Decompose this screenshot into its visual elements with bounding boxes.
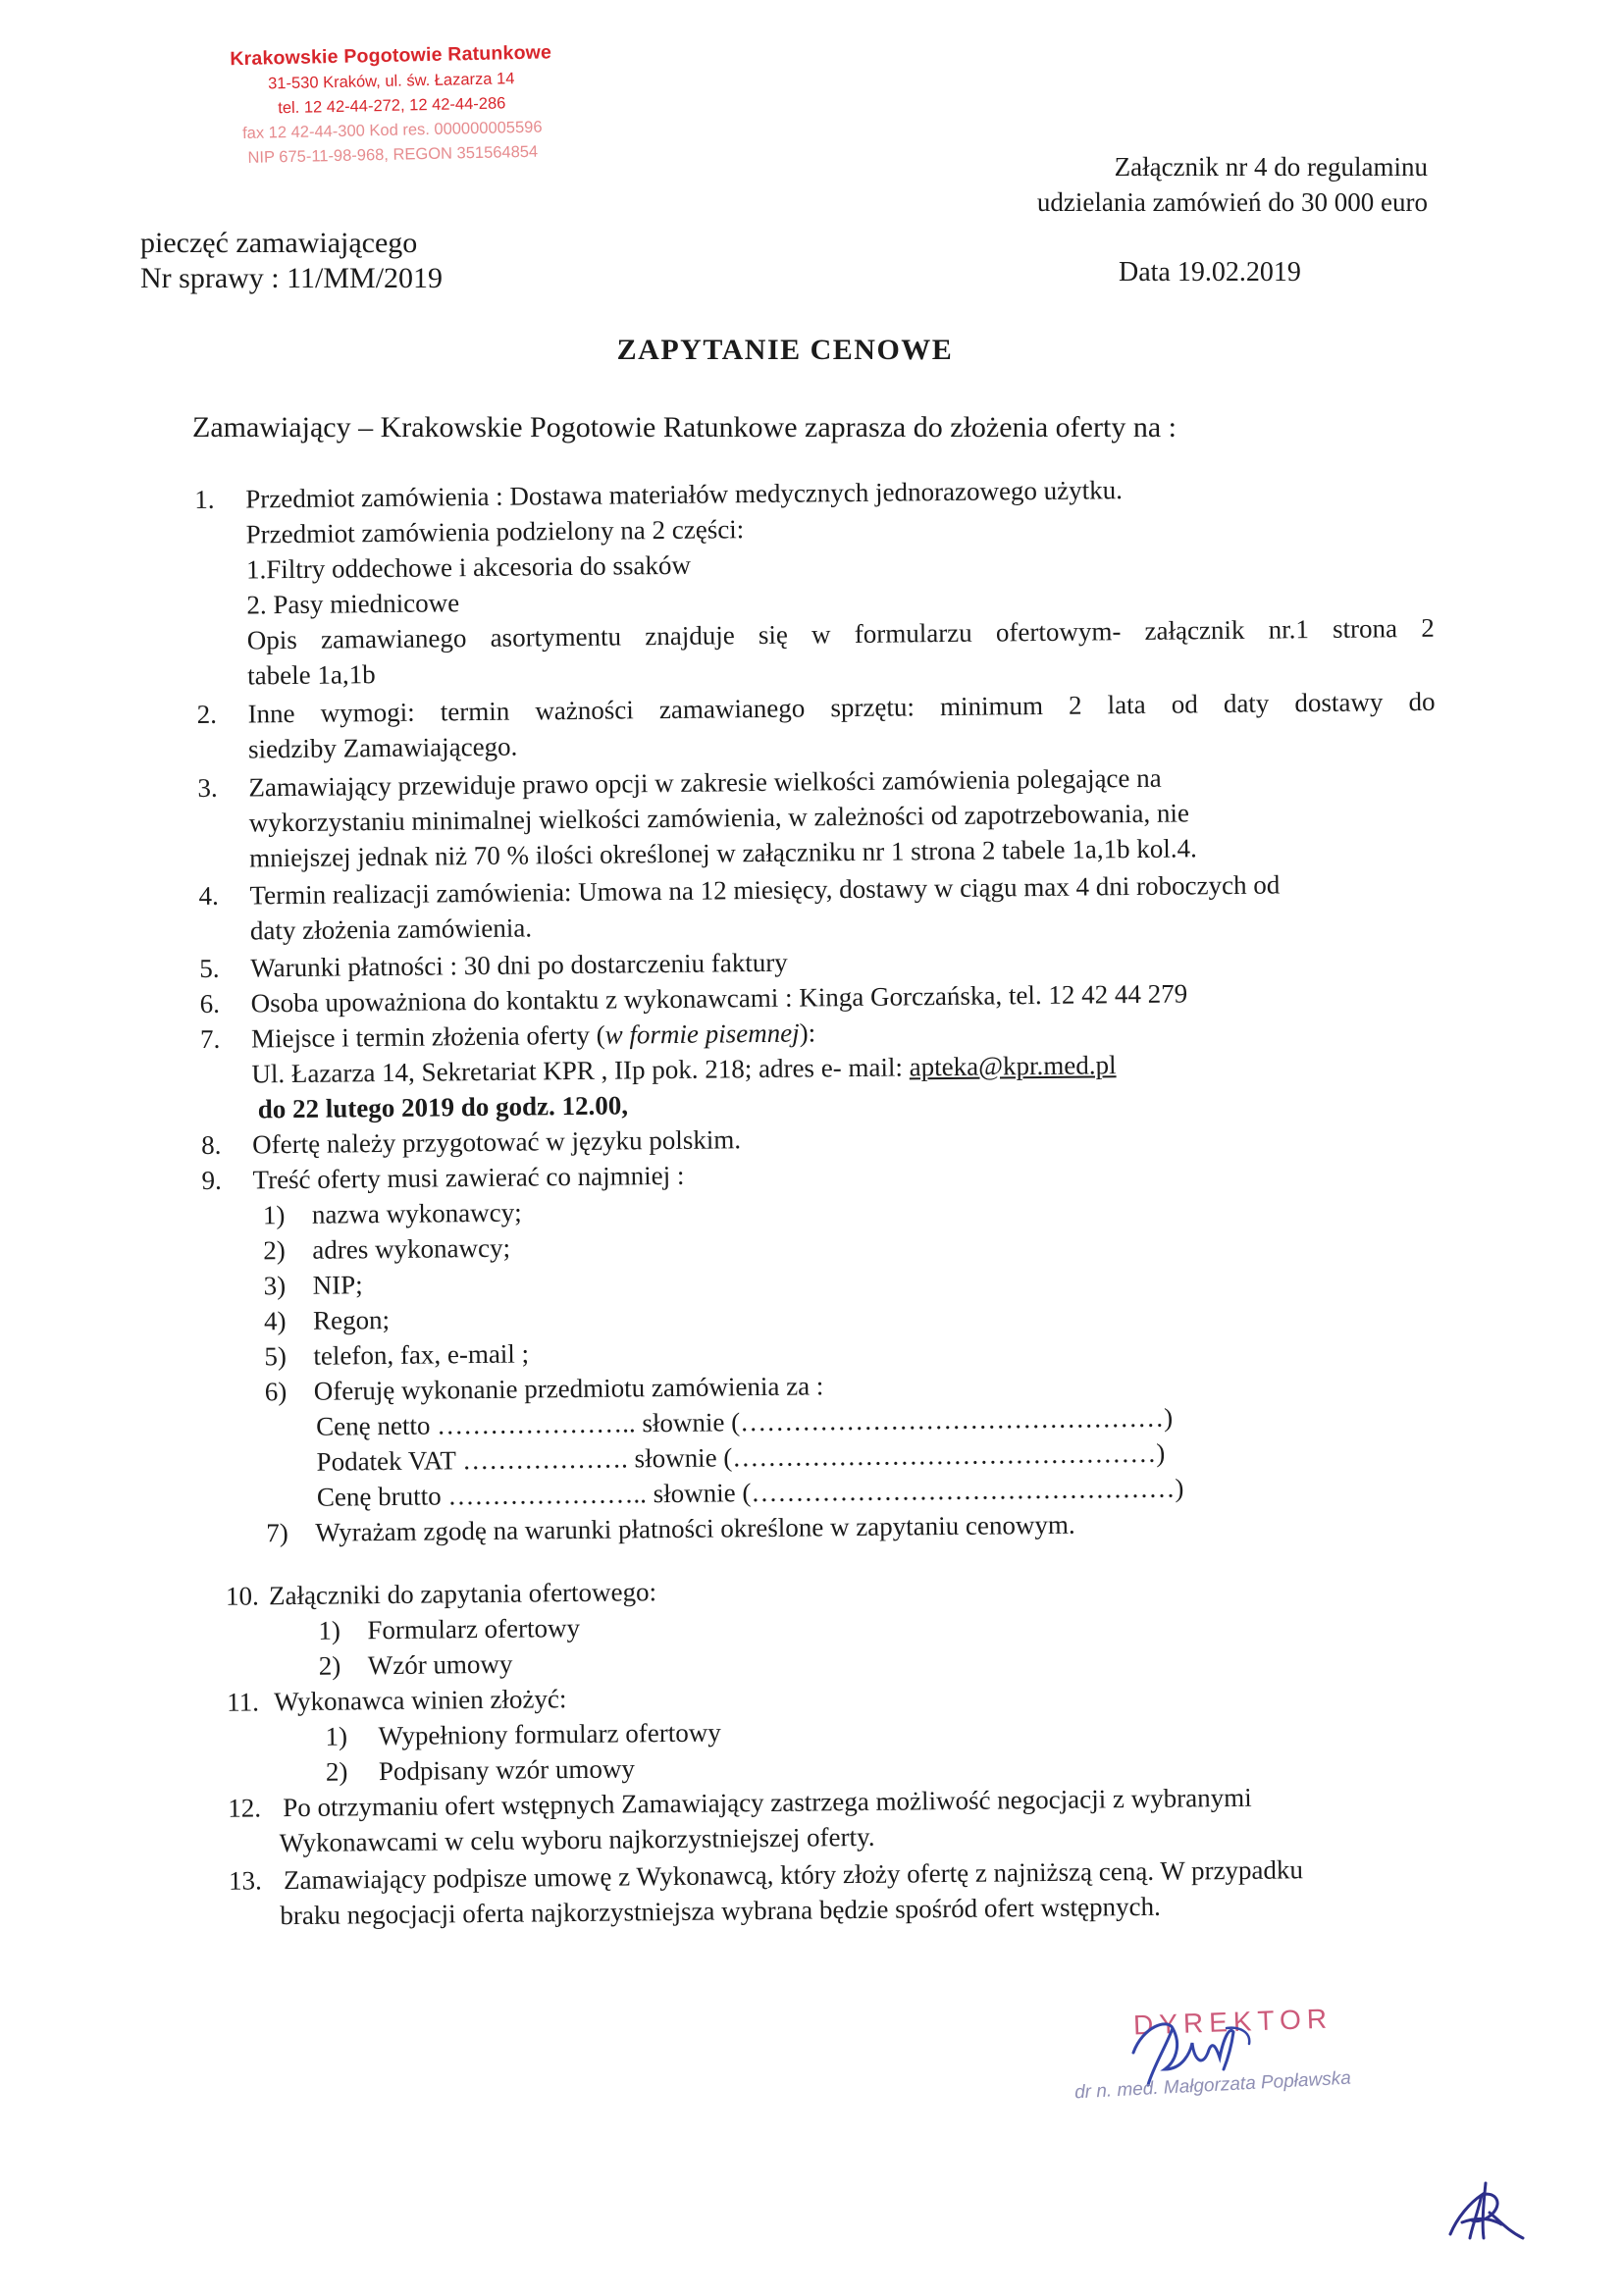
sub-9-7-number: 7) [266, 1518, 288, 1548]
sub-11-2-number: 2) [325, 1756, 348, 1787]
sub-9-5-number: 5) [264, 1341, 288, 1372]
director-name: dr n. med. Małgorzata Popławska [1073, 2067, 1352, 2104]
sub-10-2-number: 2) [318, 1650, 341, 1681]
initials-signature-icon [1442, 2173, 1531, 2247]
stamp-name: Krakowskie Pogotowie Ratunkowe [230, 41, 552, 71]
director-title: DYREKTOR [1132, 2003, 1334, 2041]
item-13-line-2: braku negocjacji oferta najkorzystniejsza wybrana będzie spośród ofert wstępnych. [280, 1891, 1161, 1931]
sub-9-1-text: nazwa wykonawcy; [311, 1197, 522, 1229]
item-8-text: Ofertę należy przygotować w języku polskim. [252, 1124, 742, 1160]
sub-9-7-text: Wyrażam zgodę na warunki płatności określone w zapytaniu cenowym. [315, 1509, 1075, 1547]
item-1-number: 1. [194, 484, 215, 515]
sub-11-2-text: Podpisany wzór umowy [378, 1753, 636, 1787]
document-title: ZAPYTANIE CENOWE [616, 334, 954, 366]
item-13-number: 13. [228, 1865, 262, 1896]
item-7-address: Ul. Łazarza 14, Sekretariat KPR , IIp pok. 218; adres e- mail: [251, 1052, 910, 1089]
director-signature-stamp [1073, 2003, 1379, 2134]
seal-label: pieczęć zamawiającego [140, 227, 418, 259]
item-5-number: 5. [199, 953, 220, 983]
sub-9-6-text: Oferuję wykonanie przedmiotu zamówienia za : [313, 1371, 824, 1406]
intro-text: Zamawiający – Krakowskie Pogotowie Ratunkowe zaprasza do złożenia oferty na : [192, 411, 1177, 444]
sub-9-2-number: 2) [263, 1235, 286, 1266]
price-vat-line: Podatek VAT ………………. słownie (…………………………………………) [316, 1437, 1166, 1477]
item-1-line-6: tabele 1a,1b [247, 659, 376, 691]
item-6-number: 6. [199, 988, 221, 1018]
sub-9-6-number: 6) [264, 1377, 288, 1407]
sub-9-1-number: 1) [262, 1200, 286, 1230]
item-5-text: Warunki płatności : 30 dni po dostarczeniu faktury [250, 947, 788, 983]
sub-9-3-text: NIP; [312, 1270, 363, 1300]
item-3-number: 3. [197, 772, 218, 804]
item-3-line-1: Zamawiający przewiduje prawo opcji w zakresie wielkości zamówienia polegające na [248, 762, 1162, 803]
item-8-number: 8. [201, 1129, 222, 1160]
sub-9-3-number: 3) [263, 1271, 287, 1301]
stamp-nip: NIP 675-11-98-968, REGON 351564854 [247, 142, 539, 167]
item-7-line-1-start: Miejsce i termin złożenia oferty ( [250, 1019, 605, 1054]
item-2-line-2: siedziby Zamawiającego. [247, 731, 518, 764]
item-4-line-2: daty złożenia zamówienia. [249, 913, 533, 946]
sub-9-4-number: 4) [263, 1306, 287, 1336]
annex-line-2: udzielania zamówień do 30 000 euro [1036, 187, 1428, 217]
item-6-text: Osoba upoważniona do kontaktu z wykonawcami : Kinga Gorczańska, tel. 12 42 44 279 [250, 978, 1188, 1018]
annex-line-1: Załącznik nr 4 do regulaminu [1114, 152, 1428, 182]
item-3-line-3: mniejszej jednak niż 70 % ilości określonej w załączniku nr 1 strona 2 tabele 1a,1b kol.4. [248, 833, 1197, 873]
item-7-line-1-end: ): [799, 1018, 816, 1048]
email-link[interactable]: apteka@kpr.med.pl [909, 1050, 1117, 1082]
stamp-tel: tel. 12 42-44-272, 12 42-44-286 [278, 94, 506, 118]
item-3-line-2: wykorzystaniu minimalnej wielkości zamówienia, w zależności od zapotrzebowania, nie [248, 798, 1190, 838]
sub-10-2-text: Wzór umowy [367, 1648, 513, 1681]
item-7-number: 7. [199, 1023, 221, 1054]
item-10-text: Załączniki do zapytania ofertowego: [268, 1577, 657, 1611]
item-4-number: 4. [198, 880, 219, 911]
item-9-number: 9. [201, 1165, 222, 1195]
item-9-text: Treść oferty musi zawierać co najmniej : [252, 1160, 685, 1195]
item-12-line-1: Po otrzymaniu ofert wstępnych Zamawiający zastrzega możliwość negocjacji z wybranymi [283, 1782, 1252, 1823]
item-1-line-2: Przedmiot zamówienia podzielony na 2 części: [245, 514, 745, 549]
item-11-number: 11. [226, 1687, 260, 1717]
item-7-deadline: do 22 lutego 2019 do godz. 12.00, [257, 1090, 629, 1124]
item-10-number: 10. [225, 1581, 259, 1611]
item-13-line-1: Zamawiający podpisze umowę z Wykonawcą, który złoży ofertę z najniższą ceną. W przypadku [283, 1854, 1304, 1896]
item-2-line-1: Inne wymogi: termin ważności zamawianego sprzętu: minimum 2 lata od daty dostawy do [247, 686, 1436, 729]
item-12-line-2: Wykonawcami w celu wyboru najkorzystniejszej oferty. [279, 1821, 875, 1858]
sub-9-4-text: Regon; [312, 1304, 391, 1335]
price-brutto-line: Cenę brutto ………………….. słownie (…………………………………………) [316, 1473, 1184, 1512]
item-12-number: 12. [228, 1793, 262, 1823]
item-1-line-3: 1.Filtry oddechowe i akcesoria do ssaków [245, 549, 692, 585]
sub-11-1-text: Wypełniony formularz ofertowy [378, 1717, 721, 1751]
sub-9-5-text: telefon, fax, e-mail ; [313, 1338, 530, 1371]
sub-10-1-number: 1) [318, 1615, 341, 1645]
sub-11-1-number: 1) [325, 1721, 348, 1751]
item-11-text: Wykonawca winien złożyć: [273, 1684, 567, 1717]
item-1-line-5: Opis zamawianego asortymentu znajduje się w formularzu ofertowym- załącznik nr.1 strona 2 [246, 612, 1435, 655]
item-2-number: 2. [196, 699, 218, 730]
document-date: Data 19.02.2019 [1119, 257, 1301, 287]
item-7-line-1 [251, 1016, 815, 1056]
item-7-italic: w formie pisemnej [604, 1018, 800, 1050]
item-1-line-4: 2. Pasy miednicowe [246, 588, 460, 620]
stamp-address: 31-530 Kraków, ul. św. Łazarza 14 [267, 70, 515, 93]
sub-10-1-text: Formularz ofertowy [367, 1612, 581, 1645]
item-1-line-1: Przedmiot zamówienia : Dostawa materiałów medycznych jednorazowego użytku. [245, 475, 1124, 514]
stamp-fax: fax 12 42-44-300 Kod res. 000000005596 [241, 118, 543, 142]
case-number: Nr sprawy : 11/MM/2019 [140, 262, 444, 294]
sub-9-2-text: adres wykonawcy; [312, 1232, 511, 1265]
price-netto-line: Cenę netto ………………….. słownie (…………………………………………) [316, 1402, 1174, 1441]
item-4-line-1: Termin realizacji zamówienia: Umowa na 12 miesięcy, dostawy w ciągu max 4 dni roboczych od [249, 869, 1281, 911]
